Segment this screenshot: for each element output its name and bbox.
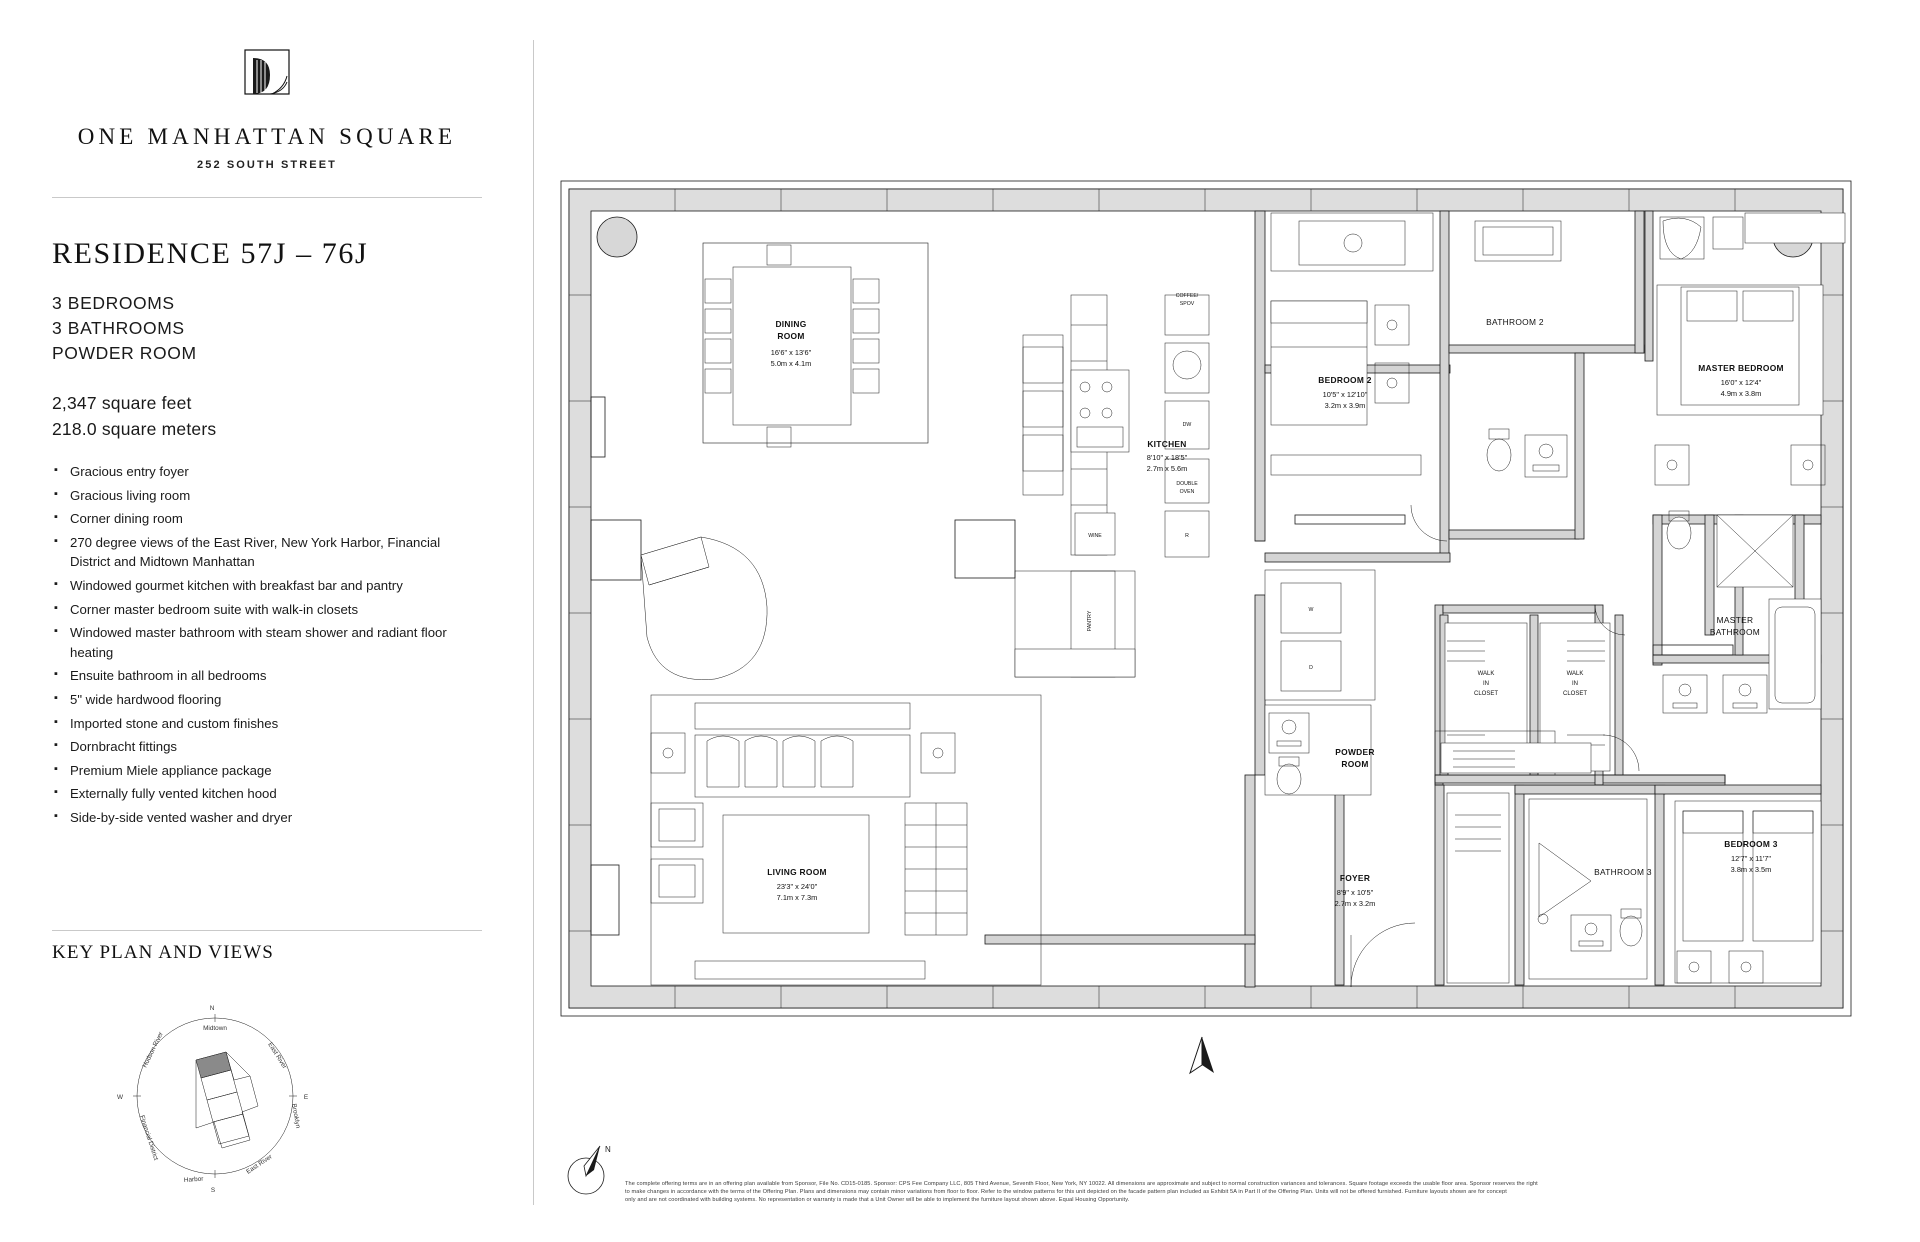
legal-line-1: The complete offering terms are in an offering plan available from Sponsor, File No. CD15-0185. Sponsor: CPS Fee Company LLC, 805 Third Avenue, Seventh Floor, New York, NY 10022. All dimensions are approximate and subject to normal construction variances and tolerances. Square footage exceeds the usable floor area. Sponsor reserves the right <box>625 1181 1538 1187</box>
appliance-label-refrigerator: R <box>1185 533 1189 539</box>
room-dim-foyer-m: 2.7m x 3.2m <box>1334 899 1376 908</box>
info-panel <box>0 0 530 1242</box>
keyplan-building-outline <box>196 1052 258 1148</box>
keyplan-label-w: W <box>116 1094 124 1101</box>
list-item: ▪ Ensuite bathroom in all bedrooms <box>52 666 472 686</box>
keyplan-label-harbor: Harbor <box>183 1175 204 1184</box>
room-dim-master-m: 4.9m x 3.8m <box>1720 389 1762 398</box>
area-square-feet: 2,347 square feet <box>52 393 192 413</box>
room-label-master-bathroom-2: BATHROOM <box>1709 627 1761 637</box>
room-dim-master-ft: 16'0" x 12'4" <box>1720 378 1762 387</box>
room-label-walk-in-closet-1b: IN <box>1483 681 1489 687</box>
compass-north-label: N <box>605 1145 611 1154</box>
list-item: ▪ Windowed gourmet kitchen with breakfast bar and pantry <box>52 576 472 596</box>
legal-line-2: to make changes in accordance with the terms of the Offering Plan. Plans and dimensions may contain minor variations from floor to floor. Refer to the window patterns for this unit depicted on the facade pattern plan included as Exhibit 5A in Part II of the Offering Plan. Units will not be offered furnished. Furniture layouts shown are for concept <box>625 1189 1507 1196</box>
room-dim-dining-m: 5.0m x 4.1m <box>770 359 812 368</box>
list-item: ▪ 5" wide hardwood flooring <box>52 690 472 710</box>
keyplan-label-s: S <box>210 1187 216 1194</box>
list-item: ▪ Externally fully vented kitchen hood <box>52 784 472 804</box>
room-label-powder: POWDER <box>1335 747 1375 757</box>
list-item: ▪ Corner dining room <box>52 509 472 529</box>
appliance-label-dryer: D <box>1309 665 1313 671</box>
building-mark-icon <box>239 48 295 106</box>
room-label-foyer: FOYER <box>1339 873 1371 883</box>
list-item: ▪ Premium Miele appliance package <box>52 761 472 781</box>
list-item: ▪ Gracious entry foyer <box>52 462 472 482</box>
residence-facts <box>52 291 197 366</box>
compass-icon <box>560 1140 620 1202</box>
north-arrow-icon <box>1185 1035 1219 1077</box>
area-square-meters: 218.0 square meters <box>52 419 217 439</box>
bathroom3-fixtures <box>1529 799 1647 979</box>
keyplan-label-brooklyn: Brooklyn <box>290 1103 302 1129</box>
keyplan-label-east-river-2: East River <box>245 1153 274 1176</box>
brand-address: 252 SOUTH STREET <box>197 159 337 171</box>
room-label-dining-2: ROOM <box>777 331 805 341</box>
page-title: RESIDENCE 57J – 76J <box>52 237 369 270</box>
room-dim-bedroom3-ft: 12'7" x 11'7" <box>1731 854 1771 863</box>
list-item: ▪ 270 degree views of the East River, New York Harbor, Financial District and Midtown Manhattan <box>52 533 472 572</box>
appliance-label-spov: SPOV <box>1179 301 1195 307</box>
room-label-pantry: PANTRY <box>1087 610 1093 632</box>
keyplan-label-east-river: East River <box>266 1041 288 1071</box>
appliance-label-double-oven-2: OVEN <box>1179 489 1195 495</box>
vertical-divider <box>533 40 534 1205</box>
fact-bathrooms: 3 BATHROOMS <box>52 318 185 338</box>
room-dim-bedroom2-ft: 10'5" x 12'10" <box>1322 390 1368 399</box>
keyplan-label-e: E <box>303 1094 309 1101</box>
room-label-bathroom2: BATHROOM 2 <box>1486 317 1544 327</box>
room-dim-kitchen-ft: 8'10" x 18'5" <box>1146 453 1188 462</box>
room-label-living: LIVING ROOM <box>767 867 827 877</box>
keyplan-label-financial-district: Financial District <box>138 1114 160 1162</box>
keyplan-title: KEY PLAN AND VIEWS <box>52 942 274 963</box>
room-label-walk-in-closet-1: WALK <box>1477 671 1495 677</box>
legal-line-3: only and are not coordinated with building systems. No representation or warranty is made that a Unit Owner will be able to implement the furniture layout shown above. Equal Housing Opportunity. <box>625 1197 1130 1204</box>
room-label-bathroom3: BATHROOM 3 <box>1594 867 1652 877</box>
brand-block <box>52 48 482 171</box>
room-label-walk-in-closet-2b: IN <box>1572 681 1578 687</box>
room-label-walk-in-closet-2c: CLOSET <box>1562 691 1588 697</box>
fact-bedrooms: 3 BEDROOMS <box>52 293 175 313</box>
divider-bottom <box>52 930 482 931</box>
room-label-kitchen: KITCHEN <box>1147 439 1187 449</box>
list-item: ▪ Side-by-side vented washer and dryer <box>52 808 472 828</box>
room-label-powder-2: ROOM <box>1341 759 1369 769</box>
room-label-master-bathroom: MASTER <box>1716 615 1754 625</box>
room-dim-bedroom2-m: 3.2m x 3.9m <box>1324 401 1366 410</box>
cabinet-label-wine: WINE <box>1088 533 1102 539</box>
appliance-label-dw: DW <box>1182 422 1192 428</box>
room-label-bedroom3: BEDROOM 3 <box>1724 839 1778 849</box>
keyplan-label-midtown: Midtown <box>203 1025 227 1032</box>
room-dim-living-ft: 23'3" x 24'0" <box>776 882 818 891</box>
list-item: ▪ Imported stone and custom finishes <box>52 714 472 734</box>
appliance-label-washer: W <box>1308 607 1314 613</box>
bedroom3-furniture <box>1675 801 1821 983</box>
brand-name: ONE MANHATTAN SQUARE <box>77 124 457 149</box>
room-dim-dining-ft: 16'6" x 13'6" <box>770 348 812 357</box>
list-item: ▪ Dornbracht fittings <box>52 737 472 757</box>
appliance-label-coffee: COFFEE/ <box>1175 293 1199 299</box>
room-label-walk-in-closet-2: WALK <box>1566 671 1584 677</box>
key-plan-diagram <box>100 996 330 1196</box>
residence-area <box>52 390 216 442</box>
appliance-label-double-oven: DOUBLE <box>1176 481 1198 487</box>
room-dim-living-m: 7.1m x 7.3m <box>776 893 818 902</box>
room-dim-foyer-ft: 8'9" x 10'5" <box>1336 888 1374 897</box>
list-item: ▪ Windowed master bathroom with steam shower and radiant floor heating <box>52 623 472 662</box>
room-label-master-bedroom: MASTER BEDROOM <box>1698 363 1784 373</box>
feature-list <box>52 462 472 832</box>
room-label-dining: DINING <box>775 319 807 329</box>
fact-powder-room: POWDER ROOM <box>52 343 197 363</box>
divider-top <box>52 197 482 198</box>
room-dim-kitchen-m: 2.7m x 5.6m <box>1146 464 1188 473</box>
room-label-walk-in-closet-1c: CLOSET <box>1473 691 1499 697</box>
room-label-bedroom2: BEDROOM 2 <box>1318 375 1372 385</box>
room-dim-bedroom3-m: 3.8m x 3.5m <box>1730 865 1772 874</box>
keyplan-label-n: N <box>209 1005 215 1012</box>
keyplan-label-hudson-river: Hudson River <box>141 1031 165 1069</box>
list-item: ▪ Corner master bedroom suite with walk-in closets <box>52 600 472 620</box>
floorplan-drawing <box>555 175 1875 1055</box>
legal-disclaimer <box>625 1180 1895 1205</box>
list-item: ▪ Gracious living room <box>52 486 472 506</box>
